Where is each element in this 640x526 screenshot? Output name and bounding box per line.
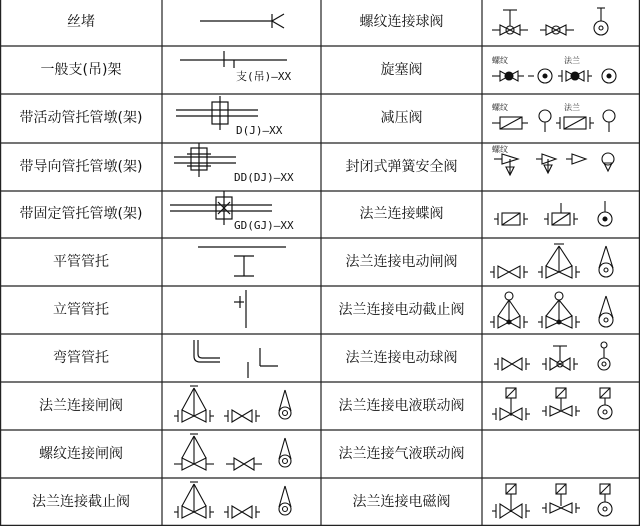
label-plug: 丝堵 — [67, 14, 95, 30]
plug-valve-symbol — [482, 46, 640, 94]
label-flanged-electric-globe-valve: 法兰连接电动截止阀 — [338, 302, 465, 318]
label-horizontal-pipe-support: 平管管托 — [53, 254, 109, 270]
elbow-pipe-support-symbol — [162, 334, 321, 382]
guided-support-pier-symbol — [162, 143, 321, 191]
label-threaded-ball-valve: 螺纹连接球阀 — [359, 14, 444, 30]
threaded-gate-valve-symbol — [162, 430, 321, 478]
label-flanged-electric-gate-valve: 法兰连接电动闸阀 — [345, 254, 458, 270]
flanged-solenoid-valve-symbol — [482, 478, 640, 526]
general-support-symbol — [162, 46, 321, 94]
label-flanged-gate-valve: 法兰连接闸阀 — [39, 398, 123, 414]
label-flanged-solenoid-valve: 法兰连接电磁阀 — [352, 494, 451, 510]
flanged-electric-gate-valve-symbol — [482, 238, 640, 286]
plug-symbol — [162, 0, 321, 46]
horizontal-pipe-support-symbol — [162, 238, 321, 286]
pressure-reducing-valve-symbol — [482, 94, 640, 143]
sliding-tag-text: D(J)—XX — [236, 124, 283, 137]
reducing-valve-threaded-note: 螺纹 — [492, 103, 508, 112]
fixed-tag-text: GD(GJ)—XX — [234, 219, 294, 232]
label-pressure-reducing-valve: 减压阀 — [380, 110, 423, 126]
flanged-electric-globe-valve-symbol — [482, 286, 640, 334]
safety-valve-threaded-note: 螺纹 — [492, 145, 508, 154]
plug-valve-flanged-note: 法兰 — [564, 56, 580, 65]
label-elbow-pipe-support: 弯管管托 — [53, 350, 109, 366]
support-tag-text: 支(吊)—XX — [236, 70, 292, 83]
guided-tag-text: DD(DJ)—XX — [234, 171, 294, 184]
label-flanged-butterfly-valve: 法兰连接蝶阀 — [359, 206, 444, 222]
flanged-gate-valve-symbol — [162, 382, 321, 430]
label-flanged-gas-hydraulic-valve: 法兰连接气液联动阀 — [338, 446, 465, 462]
label-fixed-support-pier: 带固定管托管墩(架) — [19, 206, 143, 222]
fixed-support-pier-symbol — [162, 191, 321, 238]
label-flanged-globe-valve: 法兰连接截止阀 — [32, 494, 130, 510]
label-flanged-electric-ball-valve: 法兰连接电动球阀 — [345, 350, 458, 366]
reducing-valve-flanged-note: 法兰 — [564, 103, 580, 112]
plug-valve-threaded-note: 螺纹 — [492, 56, 508, 65]
label-flanged-electro-hydraulic-valve: 法兰连接电液联动阀 — [338, 398, 465, 414]
flanged-electric-ball-valve-symbol — [482, 334, 640, 382]
label-closed-spring-safety-valve: 封闭式弹簧安全阀 — [345, 159, 458, 175]
flanged-electro-hydraulic-valve-symbol — [482, 382, 640, 430]
vertical-pipe-support-symbol — [162, 286, 321, 334]
flanged-globe-valve-symbol — [162, 478, 321, 526]
label-threaded-gate-valve: 螺纹连接闸阀 — [39, 446, 123, 462]
sliding-support-pier-symbol — [162, 94, 321, 143]
label-guided-support-pier: 带导向管托管墩(架) — [19, 159, 143, 175]
label-plug-valve: 旋塞阀 — [380, 62, 423, 78]
closed-spring-safety-valve-symbol — [482, 143, 640, 191]
threaded-ball-valve-symbol — [482, 0, 640, 46]
label-sliding-support-pier: 带活动管托管墩(架) — [19, 110, 143, 126]
flanged-butterfly-valve-symbol — [482, 191, 640, 238]
label-general-support-hanger: 一般支(吊)架 — [40, 62, 122, 78]
label-vertical-pipe-support: 立管管托 — [53, 302, 109, 318]
